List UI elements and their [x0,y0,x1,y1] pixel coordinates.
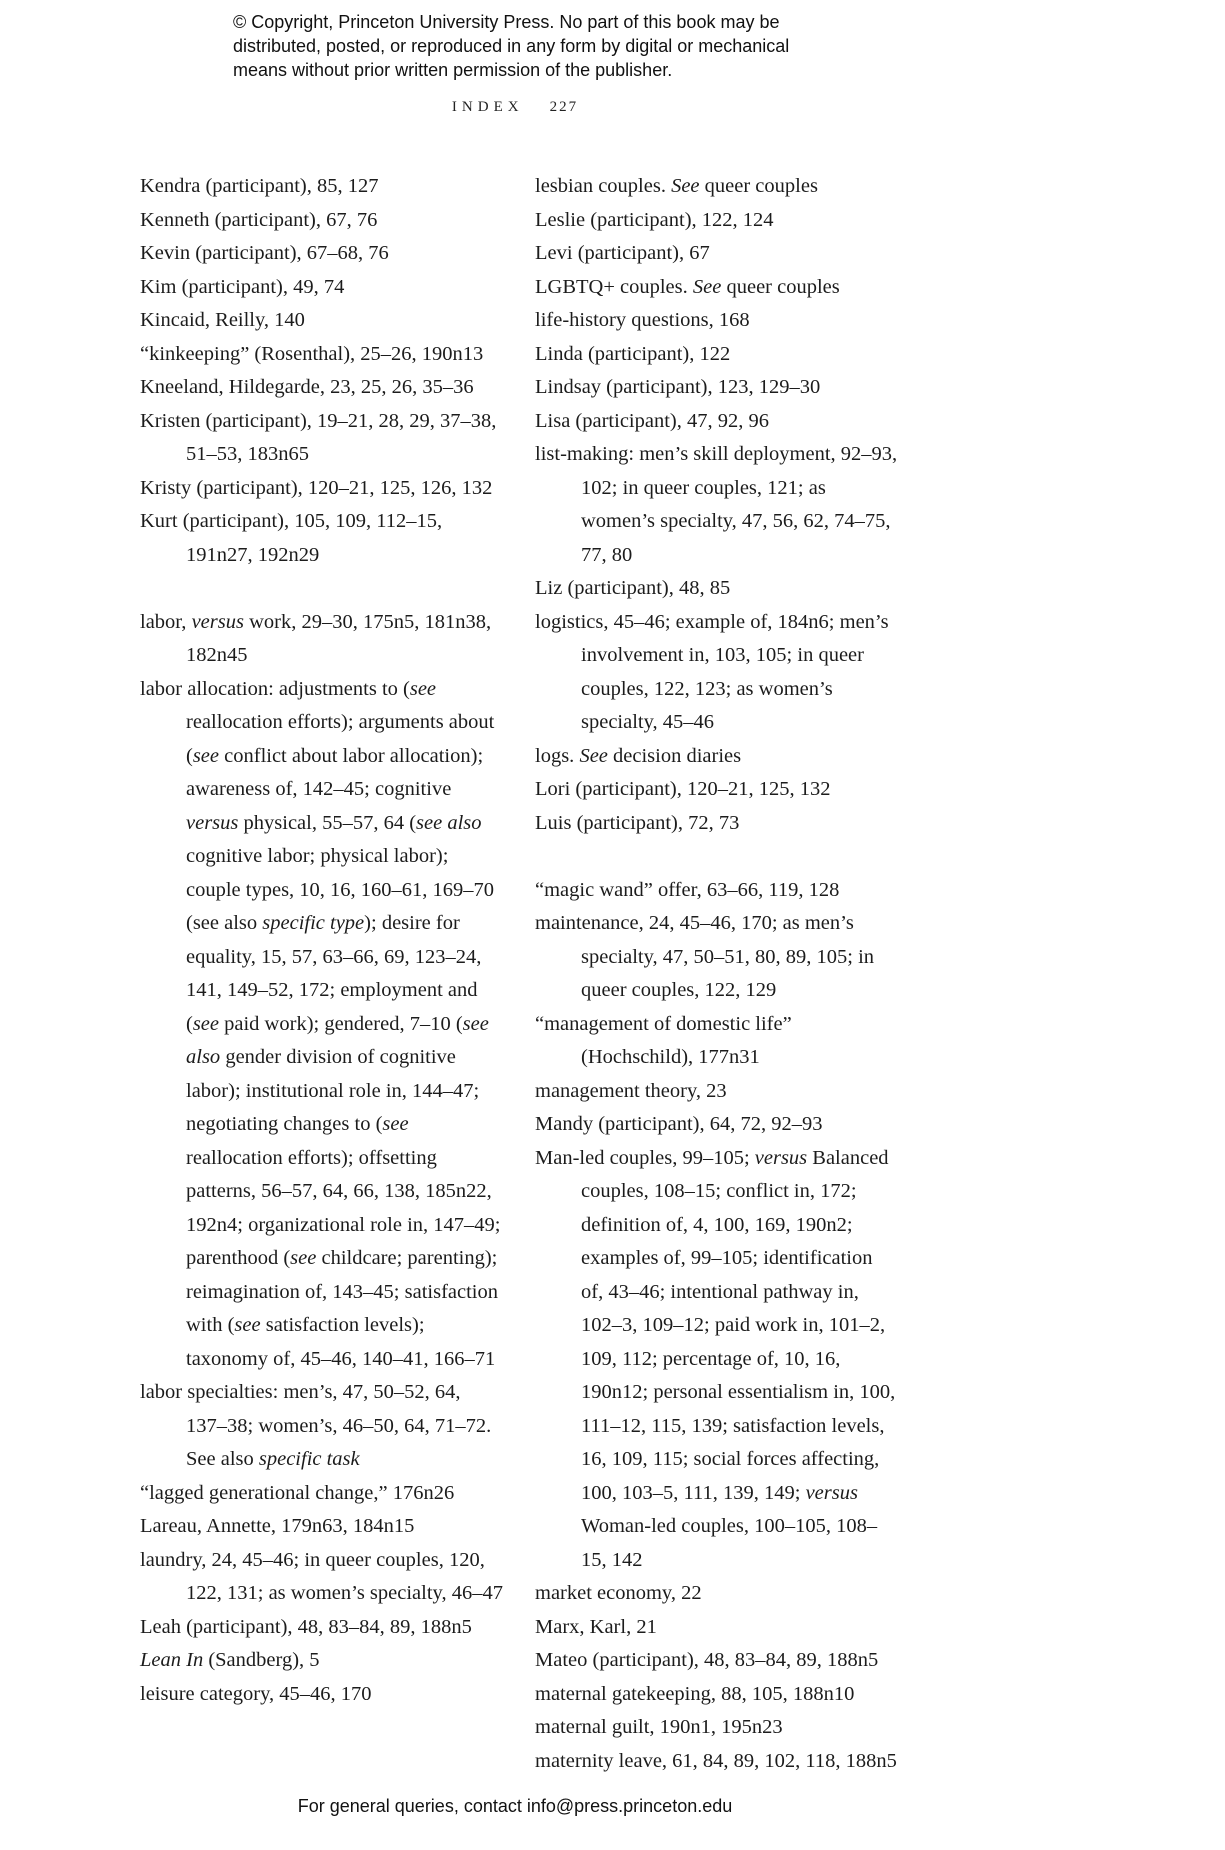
index-entry: Liz (participant), 48, 85 [535,577,731,599]
index-body [140,170,900,1778]
running-head [0,99,1030,116]
index-entry: market economy, 22 [535,1582,702,1604]
index-entry: Kincaid, Reilly, 140 [140,309,305,331]
index-entry: Linda (participant), 122 [535,342,731,365]
index-entry: Kneeland, Hildegarde, 23, 25, 26, 35–36 [140,376,474,398]
index-entry: Lori (participant), 120–21, 125, 132 [535,778,831,800]
index-entry: “management of domestic life” (Hochschild), 177n31 [535,1012,792,1068]
index-entry: Kenneth (participant), 67, 76 [140,208,378,231]
index-entry: “magic wand” offer, 63–66, 119, 128 [535,878,840,901]
copyright-line: distributed, posted, or reproduced in any form by digital or mechanical [233,36,790,56]
index-entry: maintenance, 24, 45–46, 170; as men’s specialty, 47, 50–51, 80, 89, 105; in queer couples, 122, 129 [535,912,875,1001]
index-entry: logistics, 45–46; example of, 184n6; men’s involvement in, 103, 105; in queer couples, 122, 123; as women’s specialty, 45–46 [535,610,889,733]
index-entry: Lindsay (participant), 123, 129–30 [535,376,821,398]
page-number: 227 [549,99,579,115]
index-entry: Luis (participant), 72, 73 [535,811,740,834]
index-entry: management theory, 23 [535,1079,727,1102]
index-entry: Kim (participant), 49, 74 [140,275,345,298]
index-entry: maternal guilt, 190n1, 195n23 [535,1716,783,1738]
index-entry: maternity leave, 61, 84, 89, 102, 118, 188n5 [535,1749,897,1772]
index-entry: Marx, Karl, 21 [535,1615,657,1638]
index-entry: Mateo (participant), 48, 83–84, 89, 188n5 [535,1649,879,1671]
index-entry: Lisa (participant), 47, 92, 96 [535,409,769,432]
footer-queries-note: For general queries, contact info@press.princeton.edu [297,1796,733,1816]
index-entry: “lagged generational change,” 176n26 [140,1481,455,1504]
index-entry: Kevin (participant), 67–68, 76 [140,242,389,264]
index-entry: labor allocation: adjustments to (see reallocation efforts); arguments about (see conflict about labor allocation); awareness of, 142–45; cognitive versus physical, 55–57, 64 (see also cognitive labor; physical labor); couple types, 10, 16, 160–61, 169–70 (see also specific type); desire for equality, 15, 57, 63–66, 69, 123–24, 141, 149–52, 172; employment and (see paid work); gendered, 7–10 (see also gender division of cognitive labor); institutional role in, 144–47; negotiating changes to (see reallocation efforts); offsetting patterns, 56–57, 64, 66, 138, 185n22, 192n4; organizational role in, 147–49; parenthood (see childcare; parenting); reimagination of, 143–45; satisfaction with (see satisfaction levels); taxonomy of, 45–46, 140–41, 166–71 [140,677,501,1370]
copyright-line: © Copyright, Princeton University Press. No part of this book may be [233,12,780,32]
copyright-line: means without prior written permission of the publisher. [233,60,673,80]
index-entry: maternal gatekeeping, 88, 105, 188n10 [535,1682,855,1705]
index-entry: Leah (participant), 48, 83–84, 89, 188n5 [140,1615,472,1638]
index-entry: labor, versus work, 29–30, 175n5, 181n38, 182n45 [140,610,492,666]
index-entry: laundry, 24, 45–46; in queer couples, 120, 122, 131; as women’s specialty, 46–47 [140,1548,503,1604]
index-entry: lesbian couples. See queer couples [535,175,818,197]
index-entry: Lareau, Annette, 179n63, 184n15 [140,1515,415,1537]
index-entry: list-making: men’s skill deployment, 92–93, 102; in queer couples, 121; as women’s specialty, 47, 56, 62, 74–75, 77, 80 [535,443,898,566]
index-entry: Leslie (participant), 122, 124 [535,208,774,231]
index-entry: labor specialties: men’s, 47, 50–52, 64, 137–38; women’s, 46–50, 64, 71–72. See also specific task [140,1381,492,1470]
index-entry: Kurt (participant), 105, 109, 112–15, 191n27, 192n29 [140,510,443,566]
index-entry: Kendra (participant), 85, 127 [140,175,379,197]
index-entry: Man-led couples, 99–105; versus Balanced couples, 108–15; conflict in, 172; definition of, 4, 100, 169, 190n2; examples of, 99–105; identification of, 43–46; intentional pathway in, 102–3, 109–12; paid work in, 101–2, 109, 112; percentage of, 10, 16, 190n12; personal essentialism in, 100, 111–12, 115, 139; satisfaction levels, 16, 109, 115; social forces affecting, 100, 103–5, 111, 139, 149; versus Woman-led couples, 100–105, 108–15, 142 [535,1146,896,1571]
index-entry: life-history questions, 168 [535,309,750,331]
index-entry: logs. See decision diaries [535,744,742,767]
index-entry: Lean In (Sandberg), 5 [140,1649,320,1671]
index-column-right [535,170,899,1778]
index-entry: Levi (participant), 67 [535,242,710,264]
index-column-left [140,170,504,1778]
index-entry: “kinkeeping” (Rosenthal), 25–26, 190n13 [140,342,484,365]
index-entry: Mandy (participant), 64, 72, 92–93 [535,1113,823,1135]
index-entry: leisure category, 45–46, 170 [140,1682,372,1705]
index-entry: LGBTQ+ couples. See queer couples [535,275,840,298]
index-entry: Kristen (participant), 19–21, 28, 29, 37–38, 51–53, 183n65 [140,409,497,465]
copyright-notice [233,10,873,82]
section-title: INDEX [451,99,524,115]
index-entry: Kristy (participant), 120–21, 125, 126, 132 [140,476,493,499]
